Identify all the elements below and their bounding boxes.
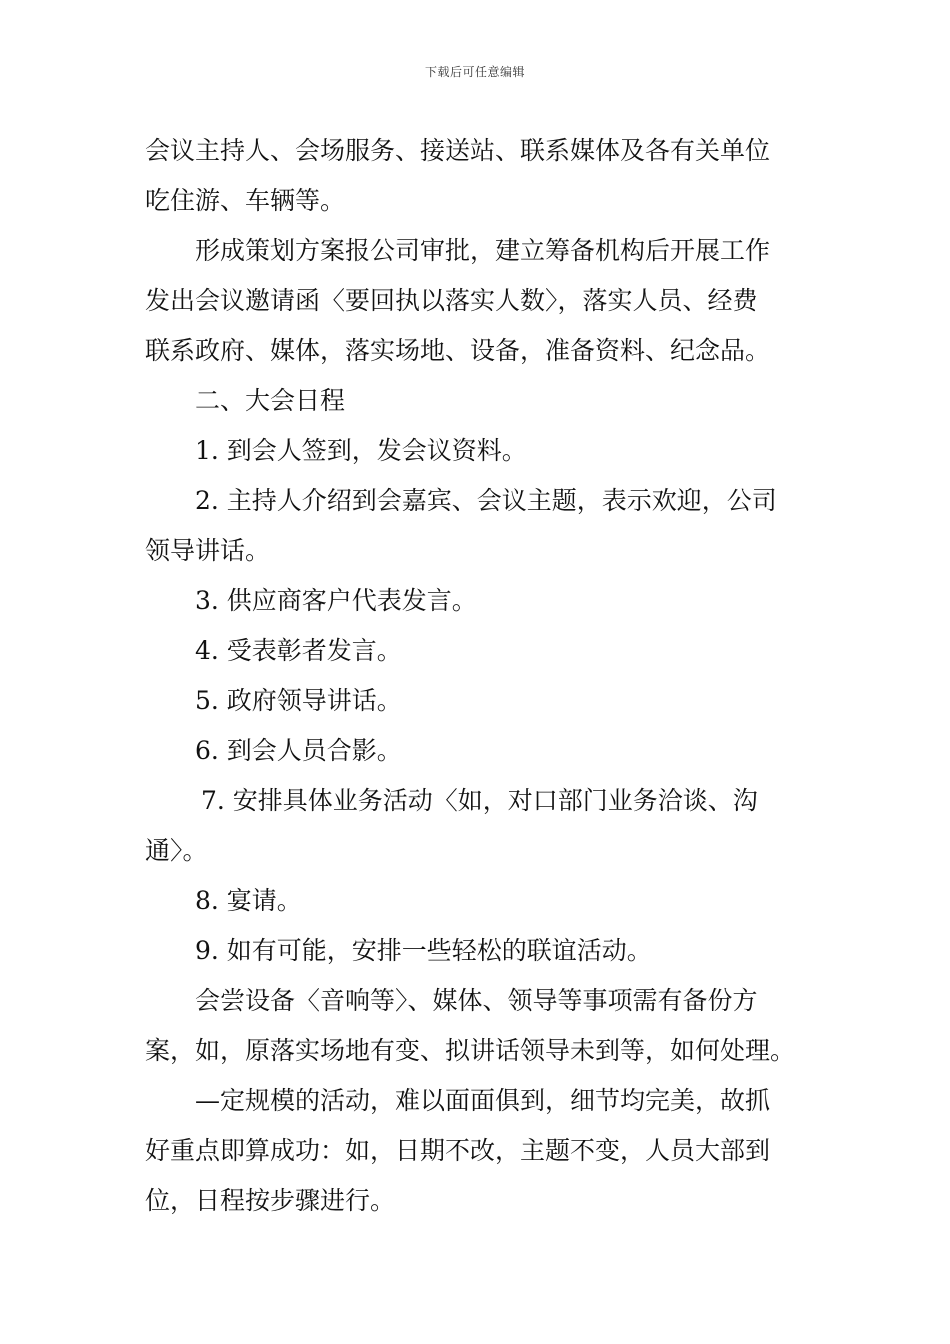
paragraph: [145, 126, 807, 226]
text-line: 4. 受表彰者发言。: [195, 636, 402, 665]
list-item: [145, 476, 807, 576]
text-line: 6. 到会人员合影。: [195, 736, 402, 765]
list-item: [145, 926, 807, 976]
page-header: 下载后可任意编辑: [424, 65, 525, 79]
paragraph: [145, 1076, 807, 1226]
list-item: [145, 676, 807, 726]
text-line: 通〉。: [145, 836, 208, 865]
paragraph: [145, 976, 807, 1076]
text-line: 会议主持人、会场服务、接送站、联系媒体及各有关单位: [145, 136, 771, 165]
list-item: [145, 426, 807, 476]
list-item: [145, 626, 807, 676]
paragraph: [145, 226, 807, 376]
list-item: [145, 876, 807, 926]
text-line: 发出会议邀请函〈要回执以落实人数〉，落实人员、经费: [145, 286, 758, 315]
document-body: [145, 126, 807, 1226]
list-item: [145, 576, 807, 626]
text-line: —定规模的活动，难以面面俱到，细节均完美，故抓: [195, 1086, 771, 1115]
text-line: 1. 到会人签到，发会议资料。: [195, 436, 527, 465]
text-line: 位，日程按步骤进行。: [145, 1186, 396, 1215]
list-item: [145, 776, 807, 876]
text-line: 5. 政府领导讲话。: [195, 686, 402, 715]
text-line: 3. 供应商客户代表发言。: [195, 586, 477, 615]
text-line: 会尝设备〈音响等〉、媒体、领导等事项需有备份方: [195, 986, 758, 1015]
text-line: 案，如，原落实场地有变、拟讲话领导未到等，如何处理。: [145, 1036, 796, 1065]
text-line: 联系政府、媒体，落实场地、设备，准备资料、纪念品。: [145, 336, 771, 365]
text-line: 好重点即算成功：如，日期不改，主题不变，人员大部到: [145, 1136, 771, 1165]
text-line: 2. 主持人介绍到会嘉宾、会议主题，表示欢迎，公司: [195, 486, 777, 515]
text-line: 形成策划方案报公司审批，建立筹备机构后开展工作: [195, 236, 771, 265]
list-item: [145, 726, 807, 776]
text-line: 领导讲话。: [145, 536, 271, 565]
text-line: 7. 安排具体业务活动〈如，对口部门业务洽谈、沟: [201, 786, 758, 815]
text-line: 9. 如有可能，安排一些轻松的联谊活动。: [195, 936, 652, 965]
text-line: 吃住游、车辆等。: [145, 186, 346, 215]
section-heading: [145, 376, 807, 426]
text-line: 8. 宴请。: [195, 886, 302, 915]
text-line: 二、大会日程: [195, 386, 346, 415]
